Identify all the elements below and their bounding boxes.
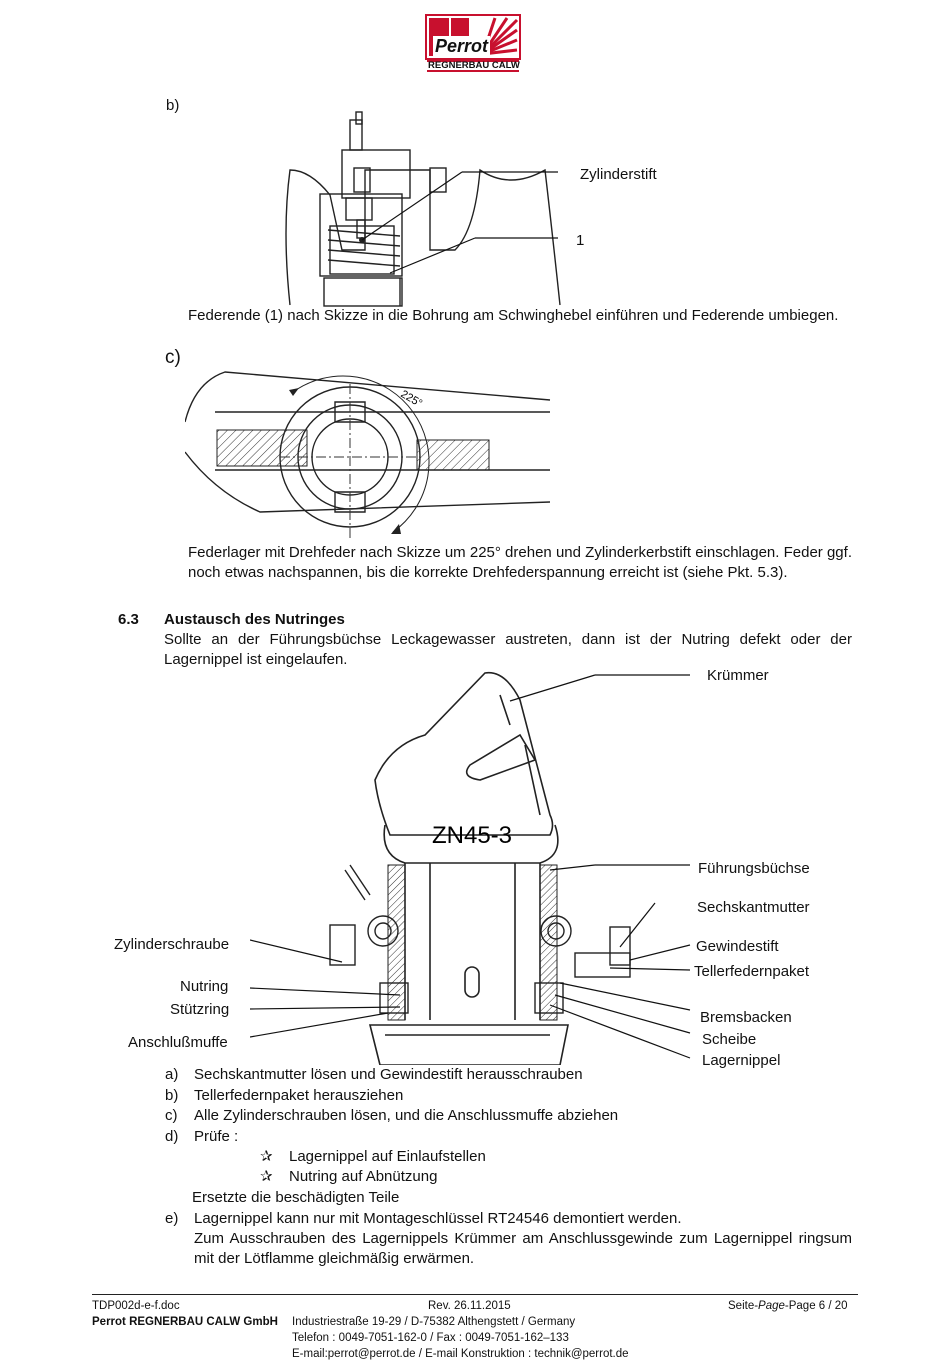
section-number: 6.3 [118,611,139,628]
callout-line-zylinderstift [362,172,462,240]
check-item: Nutring auf Abnützung [289,1168,438,1185]
star-icon: ✰ [260,1148,273,1165]
step-c-marker: c) [165,1107,178,1124]
footer-company: Perrot REGNERBAU CALW GmbH [92,1316,278,1328]
label-stuetzring: Stützring [170,1001,230,1018]
footer-divider [92,1294,858,1295]
label-sechskantmutter: Sechskantmutter [697,899,810,916]
replace-note: Ersetzte die beschädigten Teile [192,1189,400,1206]
callout-line-1 [390,238,475,273]
label-gewindestift: Gewindestift [696,938,779,955]
callout-1: 1 [576,232,585,249]
label-anschlussmuffe: Anschlußmuffe [128,1034,228,1051]
step-e-text: Lagernippel kann nur mit Montageschlüssel RT24546 demontiert werden. [194,1210,682,1227]
step-b-text: Tellerfedernpaket herausziehen [194,1087,404,1104]
footer-address: Industriestraße 19-29 / D-75382 Althengstett / Germany [292,1316,576,1328]
footer-page-italic: Page [758,1300,785,1312]
star-icon: ✰ [260,1168,273,1185]
section-c-caption: Federlager mit Drehfeder nach Skizze um 225° drehen und Zylinderkerbstift einschlagen. Feder ggf. noch etwas nachspannen, bis die korrekte Drehfederspannung erreicht ist (siehe Pkt. 5.3). [188,544,852,581]
step-e-marker: e) [165,1210,179,1227]
step-a-text: Sechskantmutter lösen und Gewindestift herausschrauben [194,1066,583,1083]
callout-zylinderstift: Zylinderstift [580,166,657,183]
rotation-angle: 225° [398,388,425,410]
logo-subtitle: REGNERBAU CALW [428,60,520,71]
step-e-text-2: Zum Ausschrauben des Lagernippels Krümmer am Anschlussgewinde zum Lagernippel ringsum mit der Lötflamme gleichmäßig erwärmen. [194,1230,852,1267]
section-c-label: c) [165,347,181,368]
section-b-caption: Federende (1) nach Skizze in die Bohrung am Schwinghebel einführen und Federende umbiegen. [188,307,839,324]
footer-rev: Rev. 26.11.2015 [428,1300,511,1312]
label-scheibe: Scheibe [702,1031,757,1048]
label-tellerfedernpaket: Tellerfedernpaket [694,963,810,980]
step-a-marker: a) [165,1066,179,1083]
nozzle-cross-section-diagram [250,665,700,1065]
footer-email: E-mail:perrot@perrot.de / E-mail Konstruktion : technik@perrot.de [292,1348,629,1360]
label-bremsbacken: Bremsbacken [700,1009,792,1026]
step-b-marker: b) [165,1087,179,1104]
footer-phone: Telefon : 0049-7051-162-0 / Fax : 0049-7051-162–133 [292,1332,569,1344]
check-item: Lagernippel auf Einlaufstellen [289,1148,486,1165]
footer-doc: TDP002d-e-f.doc [92,1300,180,1312]
section-title: Austausch des Nutringes [164,611,345,628]
step-c-text: Alle Zylinderschrauben lösen, und die Anschlussmuffe abziehen [194,1107,619,1124]
label-kruemmer: Krümmer [707,667,769,684]
label-nutring: Nutring [180,978,229,995]
footer-page-suffix: -Page 6 / 20 [784,1300,848,1312]
label-zylinderschraube: Zylinderschraube [114,936,230,953]
spring-pin-diagram [270,110,670,315]
model-label: ZN45-3 [431,822,513,849]
spring-bearing-diagram [185,362,560,542]
logo-brand: Perrot [435,36,489,56]
step-d-marker: d) [165,1128,179,1145]
label-fuehrungsbuechse: Führungsbüchse [698,860,810,877]
section-intro: Sollte an der Führungsbüchse Leckagewasser austreten, dann ist der Nutring defekt oder der Lagernippel ist eingelaufen. [164,631,852,668]
company-logo [425,14,521,72]
step-d-text: Prüfe : [194,1128,239,1145]
section-b-label: b) [166,97,180,114]
footer-page [728,1299,848,1313]
footer-page-prefix: Seite- [728,1300,759,1312]
label-lagernippel: Lagernippel [702,1052,781,1069]
